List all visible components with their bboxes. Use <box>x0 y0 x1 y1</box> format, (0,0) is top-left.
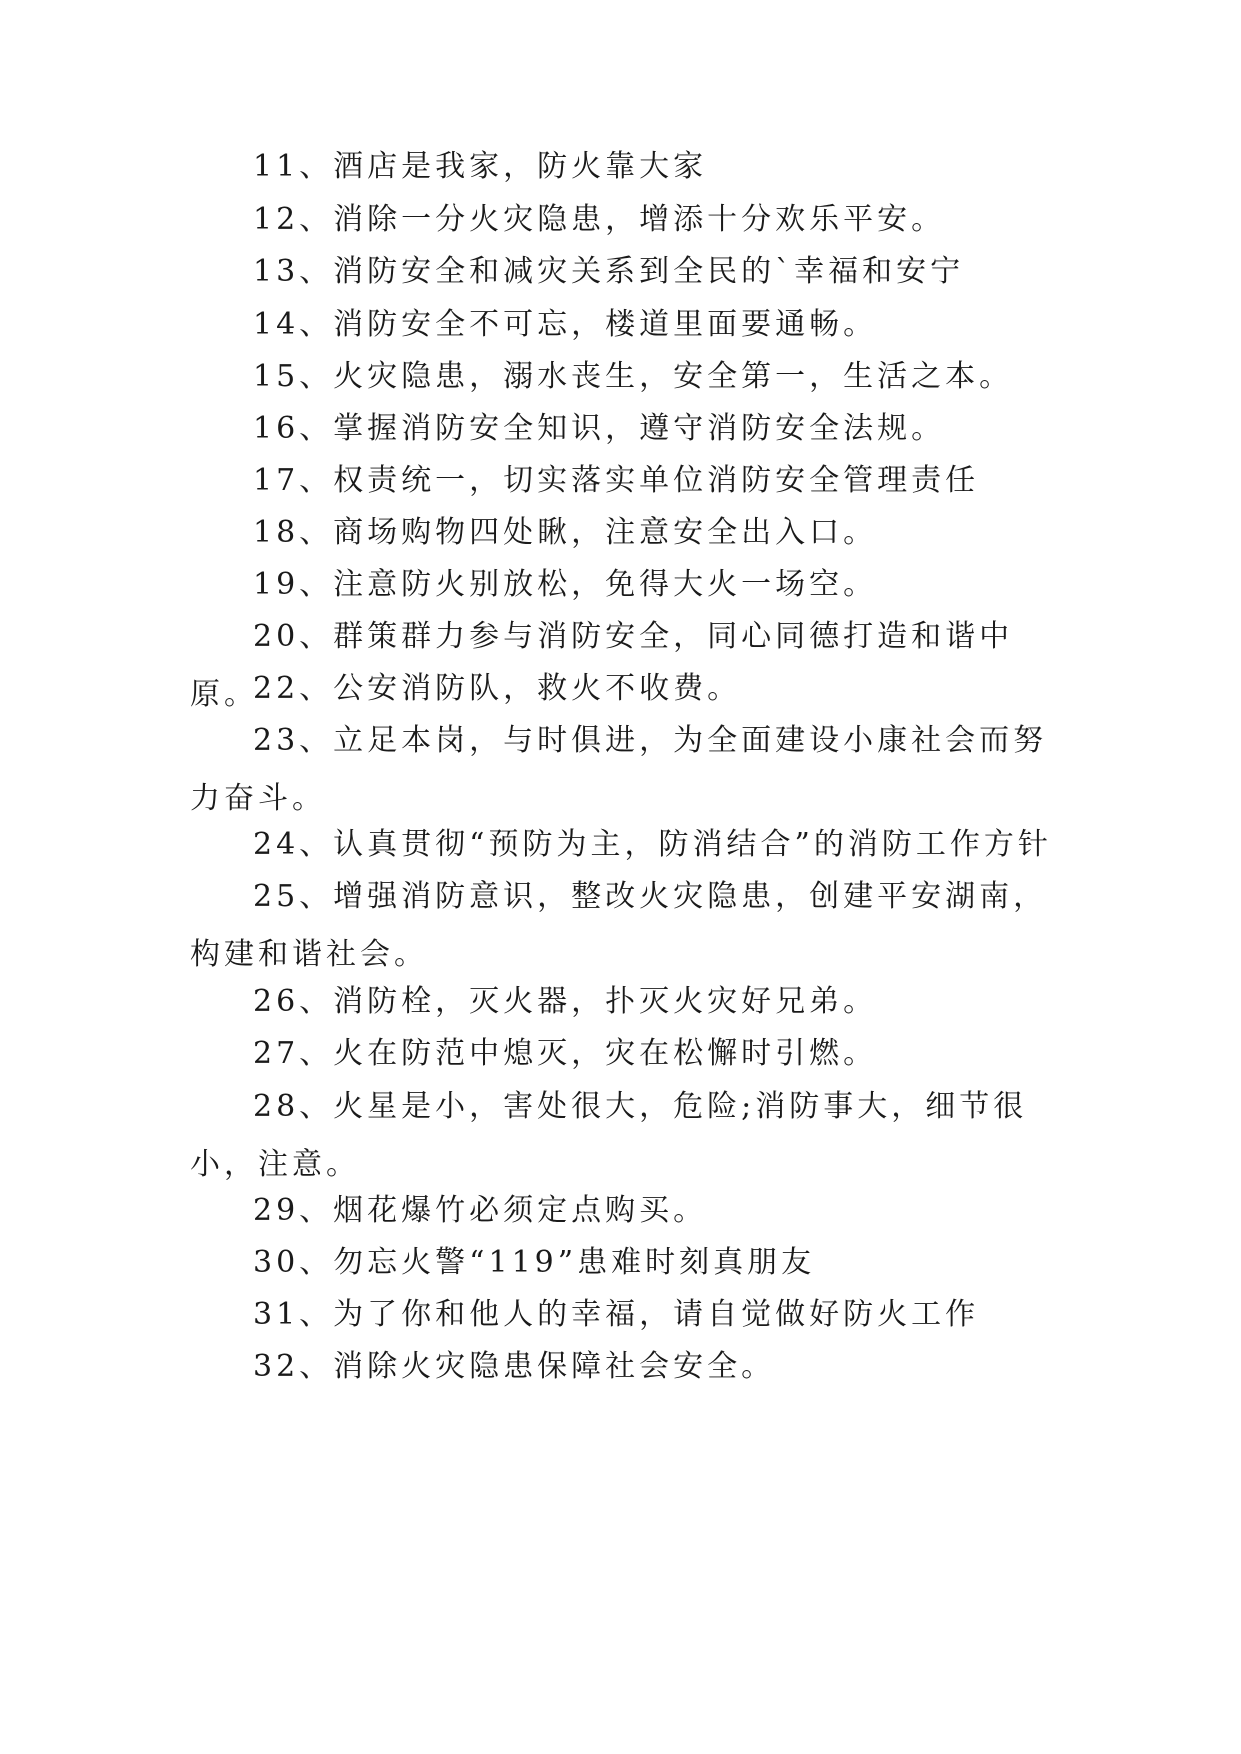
slogan-line: 24、认真贯彻“预防为主，防消结合”的消防工作方针 <box>253 827 1052 862</box>
slogan-line: 26、消防栓，灭火器，扑灭火灾好兄弟。 <box>253 984 878 1019</box>
slogan-line: 32、消除火灾隐患保障社会安全。 <box>253 1349 776 1384</box>
slogan-line: 30、勿忘火警“119”患难时刻真朋友 <box>253 1245 816 1280</box>
slogan-line: 20、群策群力参与消防安全，同心同德打造和谐中原。 <box>190 619 1014 712</box>
slogan-line: 12、消除一分火灾隐患，增添十分欢乐平安。 <box>253 202 946 237</box>
slogan-line: 17、权责统一，切实落实单位消防安全管理责任 <box>253 463 980 498</box>
slogan-line: 31、为了你和他人的幸福，请自觉做好防火工作 <box>253 1297 980 1332</box>
slogan-line: 16、掌握消防安全知识，遵守消防安全法规。 <box>253 411 946 446</box>
slogan-line: 27、火在防范中熄灭，灾在松懈时引燃。 <box>253 1036 878 1071</box>
slogan-line: 11、酒店是我家，防火靠大家 <box>253 149 708 184</box>
slogan-line: 13、消防安全和减灾关系到全民的`幸福和安宁 <box>253 254 965 289</box>
slogan-line: 29、烟花爆竹必须定点购买。 <box>253 1193 708 1228</box>
slogan-line: 22、公安消防队，救火不收费。 <box>253 671 742 706</box>
slogan-line: 23、立足本岗，与时俱进，为全面建设小康社会而努力奋斗。 <box>190 723 1048 816</box>
slogan-line: 14、消防安全不可忘，楼道里面要通畅。 <box>253 307 878 342</box>
slogan-line: 19、注意防火别放松，免得大火一场空。 <box>253 567 878 602</box>
slogan-line: 15、火灾隐患，溺水丧生，安全第一，生活之本。 <box>253 359 1014 394</box>
slogan-line: 28、火星是小，害处很大，危险;消防事大，细节很小，注意。 <box>190 1089 1028 1182</box>
slogan-line: 18、商场购物四处瞅，注意安全出入口。 <box>253 515 878 550</box>
slogan-line: 25、增强消防意识，整改火灾隐患，创建平安湖南，构建和谐社会。 <box>190 879 1048 972</box>
